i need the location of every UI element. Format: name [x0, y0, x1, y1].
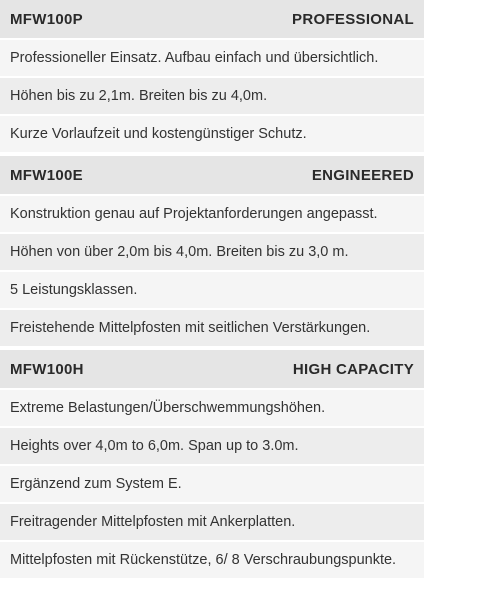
- section-header: [0, 0, 424, 38]
- feature-row: Freitragender Mittelpfosten mit Ankerplatten.: [0, 502, 424, 540]
- product-code: MFW100E: [10, 166, 83, 184]
- product-category: ENGINEERED: [311, 166, 414, 184]
- feature-row: Höhen bis zu 2,1m. Breiten bis zu 4,0m.: [0, 76, 424, 114]
- feature-row: Kurze Vorlaufzeit und kostengünstiger Schutz.: [0, 114, 424, 152]
- section-header: [0, 156, 424, 194]
- feature-row: Höhen von über 2,0m bis 4,0m. Breiten bis zu 3,0 m.: [0, 232, 424, 270]
- feature-row: Ergänzend zum System E.: [0, 464, 424, 502]
- section-mfw100p: [0, 0, 424, 152]
- feature-row: Mittelpfosten mit Rückenstütze, 6/ 8 Verschraubungspunkte.: [0, 540, 424, 578]
- feature-row: Freistehende Mittelpfosten mit seitlichen Verstärkungen.: [0, 308, 424, 346]
- product-category: HIGH CAPACITY: [292, 360, 414, 378]
- product-category: PROFESSIONAL: [292, 10, 414, 28]
- feature-row: Heights over 4,0m to 6,0m. Span up to 3.0m.: [0, 426, 424, 464]
- section-mfw100h: [0, 346, 424, 578]
- section-mfw100e: [0, 152, 424, 346]
- feature-row: Professioneller Einsatz. Aufbau einfach und übersichtlich.: [0, 38, 424, 76]
- feature-row: Konstruktion genau auf Projektanforderungen angepasst.: [0, 194, 424, 232]
- product-code: MFW100H: [10, 360, 84, 378]
- feature-row: Extreme Belastungen/Überschwemmungshöhen.: [0, 388, 424, 426]
- product-code: MFW100P: [10, 10, 83, 28]
- feature-row: 5 Leistungsklassen.: [0, 270, 424, 308]
- section-header: [0, 350, 424, 388]
